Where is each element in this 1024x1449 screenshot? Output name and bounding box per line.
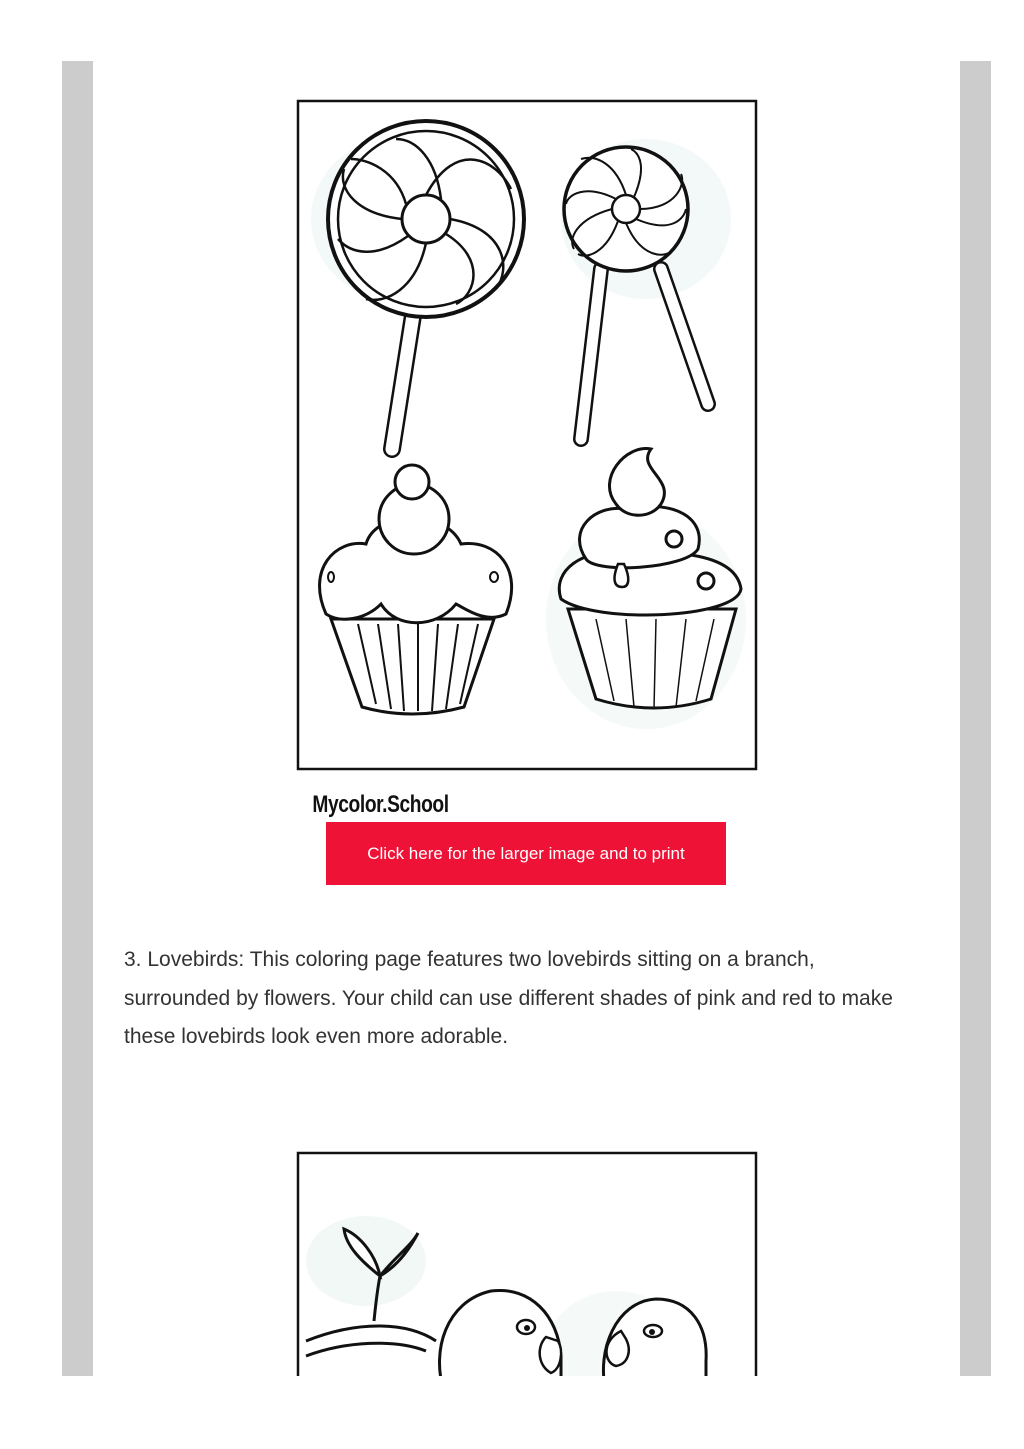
cupcake-icon [559,449,741,709]
left-side-bar [62,61,93,1376]
right-side-bar [960,61,991,1376]
lovebird-icon [439,1290,561,1376]
cupcake-icon [320,465,512,714]
article-content [93,61,960,1376]
lovebirds-line-art [296,1151,759,1376]
swirl-lollipop-icon [328,121,524,449]
coloring-page-candy-image[interactable] [296,99,759,818]
print-larger-image-button[interactable]: Click here for the larger image and to print [326,822,726,885]
lovebirds-description: 3. Lovebirds: This coloring page features two lovebirds sitting on a branch, surrounded by flowers. Your child can use different shades of pink and red to make these lovebirds look even more adorable. [124,948,893,1048]
coloring-page-lovebirds-image[interactable] [296,1151,759,1376]
candy-line-art [296,99,759,814]
watermark-text: Mycolor.School [310,789,451,821]
